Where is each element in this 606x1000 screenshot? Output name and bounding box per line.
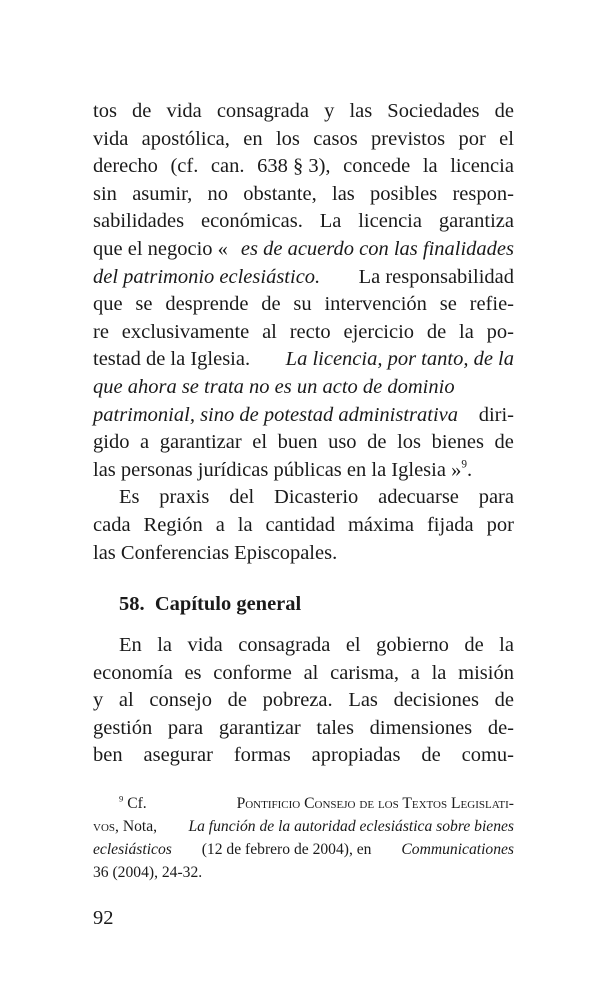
word: bienes xyxy=(431,431,484,454)
word: de xyxy=(494,689,514,712)
word: previstos xyxy=(371,127,446,150)
word: la xyxy=(499,634,514,656)
page-number: 92 xyxy=(93,907,114,929)
text-line xyxy=(93,715,514,743)
word: exclusivamente xyxy=(121,320,250,343)
text-line xyxy=(93,319,514,347)
word: la xyxy=(422,155,438,178)
text-span xyxy=(93,815,157,838)
word: cada xyxy=(93,513,131,536)
word: su xyxy=(293,293,312,316)
word: la xyxy=(431,661,447,684)
word: para xyxy=(167,716,204,739)
word: de xyxy=(494,431,514,454)
author-smallcaps: vos xyxy=(93,818,116,835)
word: carisma, xyxy=(330,661,399,684)
word: y xyxy=(93,689,104,712)
word: las xyxy=(332,182,355,205)
word: En xyxy=(119,634,142,656)
word: se xyxy=(439,293,457,316)
word: conforme xyxy=(213,661,292,684)
text-span: testad de la Iglesia. xyxy=(93,348,251,371)
word: el xyxy=(345,634,361,656)
word: gestión xyxy=(93,716,153,739)
word: de xyxy=(132,100,152,122)
footnote-line xyxy=(93,792,514,815)
word: vida xyxy=(93,127,129,150)
text-line xyxy=(93,457,514,485)
word: dimensiones xyxy=(369,716,473,739)
text-line xyxy=(93,402,514,430)
text-line xyxy=(93,291,514,319)
text-line xyxy=(93,512,514,540)
word: intervención xyxy=(324,293,427,316)
text-line xyxy=(93,742,514,770)
word: refie- xyxy=(469,293,514,316)
text-line xyxy=(93,660,514,688)
text-span: diri- xyxy=(478,403,514,426)
word: derecho xyxy=(93,155,158,178)
word: gobierno xyxy=(376,634,449,656)
word: al xyxy=(118,689,134,712)
text-line xyxy=(93,98,514,126)
paragraph-continued xyxy=(93,98,514,567)
word: Las xyxy=(348,689,378,712)
word: recto xyxy=(289,320,331,343)
word: de- xyxy=(487,716,514,739)
italic-span: eclesiásticos xyxy=(93,841,172,858)
italic-span: La licencia, por tanto, de la xyxy=(285,348,514,371)
word: consagrada xyxy=(238,634,331,656)
text-line xyxy=(93,484,514,512)
word: en xyxy=(243,127,263,150)
word: por xyxy=(486,513,514,536)
word: decisiones xyxy=(393,689,479,712)
word: tos xyxy=(93,100,117,122)
text-line xyxy=(93,153,514,181)
word: concede xyxy=(343,155,411,178)
word: por xyxy=(458,127,486,150)
word: la xyxy=(237,513,253,536)
word: los xyxy=(397,431,421,454)
word: tales xyxy=(316,716,354,739)
word: ejercicio xyxy=(343,320,415,343)
word: económicas. xyxy=(200,210,303,233)
word: pobreza. xyxy=(262,689,333,712)
word: al xyxy=(303,661,319,684)
text-span: (12 de febrero de 2004), en xyxy=(201,841,372,858)
word: 638 § 3), xyxy=(257,155,331,178)
word: formas xyxy=(233,744,291,767)
footnote-reference[interactable]: 9 xyxy=(461,458,467,471)
text-line xyxy=(93,264,514,292)
word: la xyxy=(459,320,474,343)
text-span: La responsabilidad xyxy=(358,265,514,288)
word: para xyxy=(478,486,514,509)
text-line xyxy=(93,632,514,660)
word: de xyxy=(421,744,441,767)
word: asegurar xyxy=(143,744,213,767)
paragraph-section-58 xyxy=(93,632,514,770)
text-line xyxy=(93,687,514,715)
word: al xyxy=(262,320,277,343)
word: respon- xyxy=(452,182,514,205)
author-smallcaps: Pontificio Consejo de los Textos Legislati- xyxy=(236,795,514,812)
footnote-line xyxy=(93,815,514,838)
word: máxima xyxy=(347,513,415,536)
word: re xyxy=(93,320,109,343)
word: licencia xyxy=(450,155,514,178)
word: casos xyxy=(313,127,358,150)
text-line xyxy=(93,346,514,374)
word: comu- xyxy=(461,744,514,767)
word: sin xyxy=(93,182,117,205)
footnote-line xyxy=(93,861,514,884)
word: la xyxy=(157,634,173,656)
footnote xyxy=(93,792,514,884)
italic-span: Communicationes xyxy=(401,841,514,858)
word: a xyxy=(215,513,225,536)
word: desprende xyxy=(165,293,249,316)
word: el xyxy=(252,431,268,454)
word: Es xyxy=(119,486,140,509)
word: consejo xyxy=(149,689,212,712)
word: sabilidades xyxy=(93,210,185,233)
word: es xyxy=(184,661,202,684)
word: a xyxy=(140,431,150,454)
word: vida xyxy=(187,634,223,656)
word: obstante, xyxy=(243,182,317,205)
word: ben xyxy=(93,744,123,767)
word: garantiza xyxy=(438,210,514,233)
word: apropiadas xyxy=(311,744,401,767)
word: garantizar xyxy=(218,716,301,739)
italic-span: es de acuerdo con las finalidades xyxy=(240,237,514,260)
word: po- xyxy=(486,320,514,343)
word: economía xyxy=(93,661,173,684)
word: de xyxy=(464,634,484,656)
text-span: 36 (2004), 24-32. xyxy=(93,864,203,881)
text-line xyxy=(93,181,514,209)
word: Dicasterio xyxy=(274,486,359,509)
word: garantizar xyxy=(159,431,242,454)
footnote-marker: 9 xyxy=(119,793,124,804)
text-span: Cf. xyxy=(127,795,147,812)
text-line xyxy=(93,236,514,264)
italic-span: patrimonial, sino de potestad administrativa xyxy=(93,403,459,426)
text-line xyxy=(93,126,514,154)
text-span: , Nota, xyxy=(115,818,158,835)
word: el xyxy=(499,127,514,150)
text-span: . xyxy=(466,458,473,481)
word: posibles xyxy=(370,182,438,205)
word: fijada xyxy=(426,513,474,536)
word: misión xyxy=(458,661,514,684)
text-span: que el negocio « xyxy=(93,237,228,260)
word: buen xyxy=(277,431,318,454)
section-number: 58. xyxy=(119,593,145,615)
word: que xyxy=(93,293,123,316)
italic-span: del patrimonio eclesiástico. xyxy=(93,265,321,288)
word: La xyxy=(319,210,342,233)
word: cantidad xyxy=(265,513,335,536)
text-span: las personas jurídicas públicas en la Iglesia » xyxy=(93,458,462,481)
word: can. xyxy=(210,155,245,178)
word: apostólica, xyxy=(141,127,230,150)
word: (cf. xyxy=(170,155,199,178)
italic-span: que ahora se trata no es un acto de dominio xyxy=(93,375,455,398)
word: licencia xyxy=(358,210,422,233)
word: de xyxy=(494,100,514,122)
text-span xyxy=(119,792,147,815)
word: no xyxy=(207,182,229,205)
word: de xyxy=(227,689,247,712)
word: de xyxy=(367,431,387,454)
word: adecuarse xyxy=(378,486,459,509)
word: de xyxy=(426,320,447,343)
text-span xyxy=(93,457,472,485)
word: a xyxy=(410,661,420,684)
word: gido xyxy=(93,431,130,454)
word: Región xyxy=(143,513,203,536)
word: consagrada xyxy=(216,100,310,122)
word: del xyxy=(229,486,255,509)
word: los xyxy=(275,127,300,150)
text-line xyxy=(93,540,514,568)
text-line xyxy=(93,374,514,402)
word: uso xyxy=(328,431,357,454)
text-span: las Conferencias Episcopales. xyxy=(93,541,338,564)
italic-span: La función de la autoridad eclesiástica sobre bienes xyxy=(188,818,514,835)
text-line xyxy=(93,208,514,236)
word: y xyxy=(324,100,335,122)
section-title: Capítulo general xyxy=(154,593,302,615)
word: las xyxy=(349,100,373,122)
word: asumir, xyxy=(132,182,193,205)
word: vida xyxy=(166,100,202,122)
text-line xyxy=(93,429,514,457)
word: se xyxy=(135,293,153,316)
section-heading xyxy=(119,591,301,618)
word: Sociedades xyxy=(387,100,480,122)
word: praxis xyxy=(159,486,210,509)
footnote-line xyxy=(93,838,514,861)
word: de xyxy=(261,293,281,316)
